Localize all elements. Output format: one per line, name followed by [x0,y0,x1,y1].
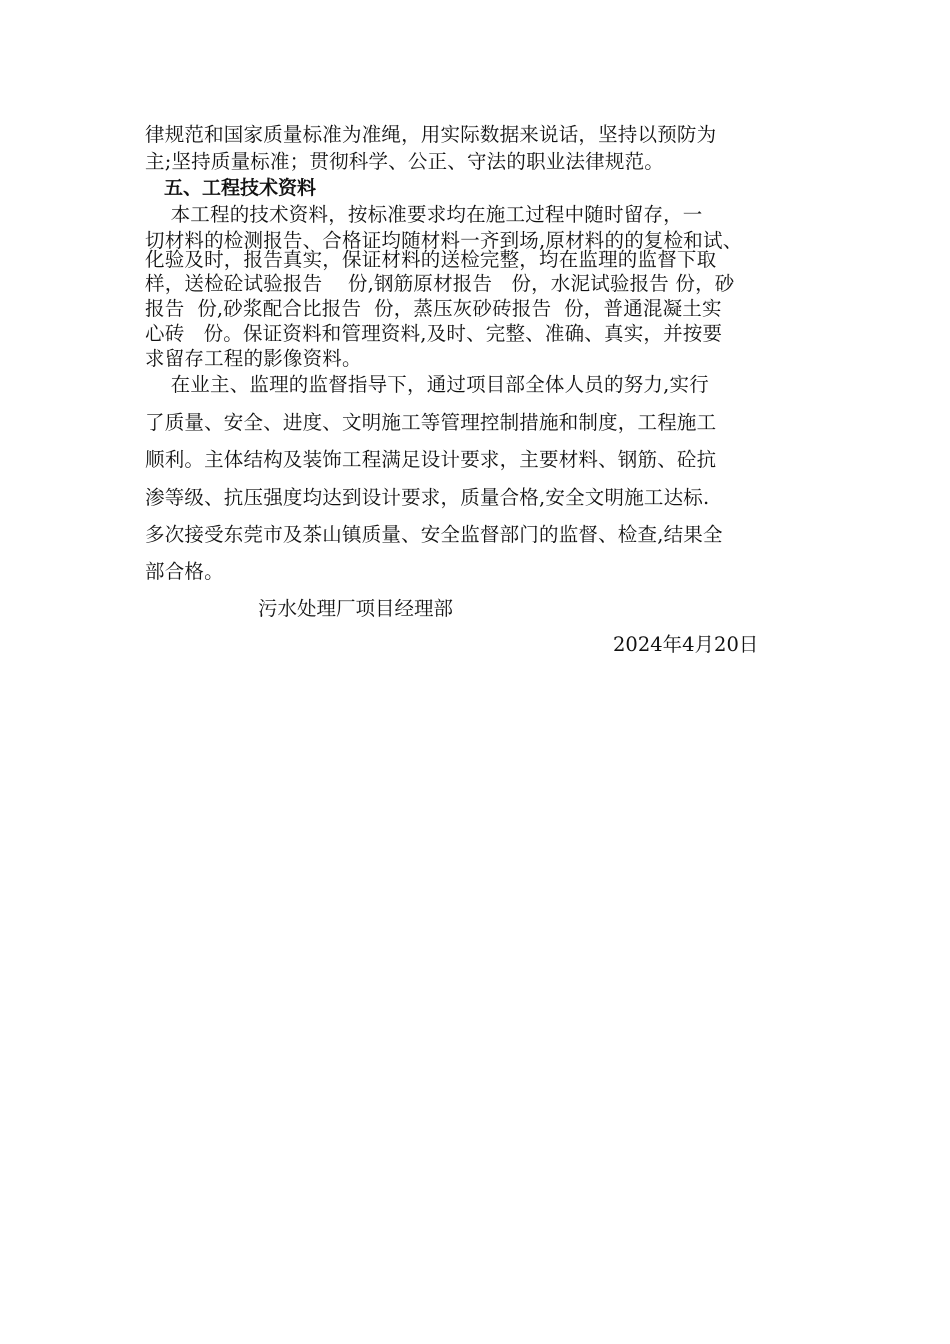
paragraph-line: 在业主、监理的监督指导下，通过项目部全体人员的努力,实行 [145,373,709,396]
paragraph-line: 本工程的技术资料，按标准要求均在施工过程中随时留存，一 [145,203,703,226]
paragraph-line: 渗等级、抗压强度均达到设计要求，质量合格,安全文明施工达标. [145,486,710,509]
signature-line: 污水处理厂项目经理部 [258,597,454,620]
section-heading: 五、工程技术资料 [164,177,317,199]
paragraph-line: 样，送检砼试验报告 份,钢筋原材报告 份，水泥试验报告 份，砂 [145,272,735,295]
paragraph-line: 了质量、安全、进度、文明施工等管理控制措施和制度，工程施工 [145,411,717,434]
paragraph-line: 主;坚持质量标准；贯彻科学、公正、守法的职业法律规范。 [145,150,664,173]
paragraph-line: 报告 份,砂浆配合比报告 份，蒸压灰砂砖报告 份，普通混凝土实 [145,297,722,320]
paragraph-line: 求留存工程的影像资料。 [145,347,362,370]
paragraph-line: 律规范和国家质量标准为准绳，用实际数据来说话，坚持以预防为 [145,123,717,146]
paragraph-line: 心砖 份。保证资料和管理资料,及时、完整、准确、真实，并按要 [145,322,723,345]
paragraph-line: 部合格。 [145,560,224,583]
paragraph-line: 顺利。主体结构及装饰工程满足设计要求，主要材料、钢筋、砼抗 [145,448,717,471]
paragraph-line: 切材料的检测报告、合格证均随材料一齐到场,原材料的的复检和试、 [145,229,743,252]
paragraph-line: 化验及时，报告真实，保证材料的送检完整，均在监理的监督下取 [145,248,717,271]
date-line: 2024年4月20日 [613,633,759,656]
paragraph-line: 多次接受东莞市及茶山镇质量、安全监督部门的监督、检查,结果全 [145,523,723,546]
